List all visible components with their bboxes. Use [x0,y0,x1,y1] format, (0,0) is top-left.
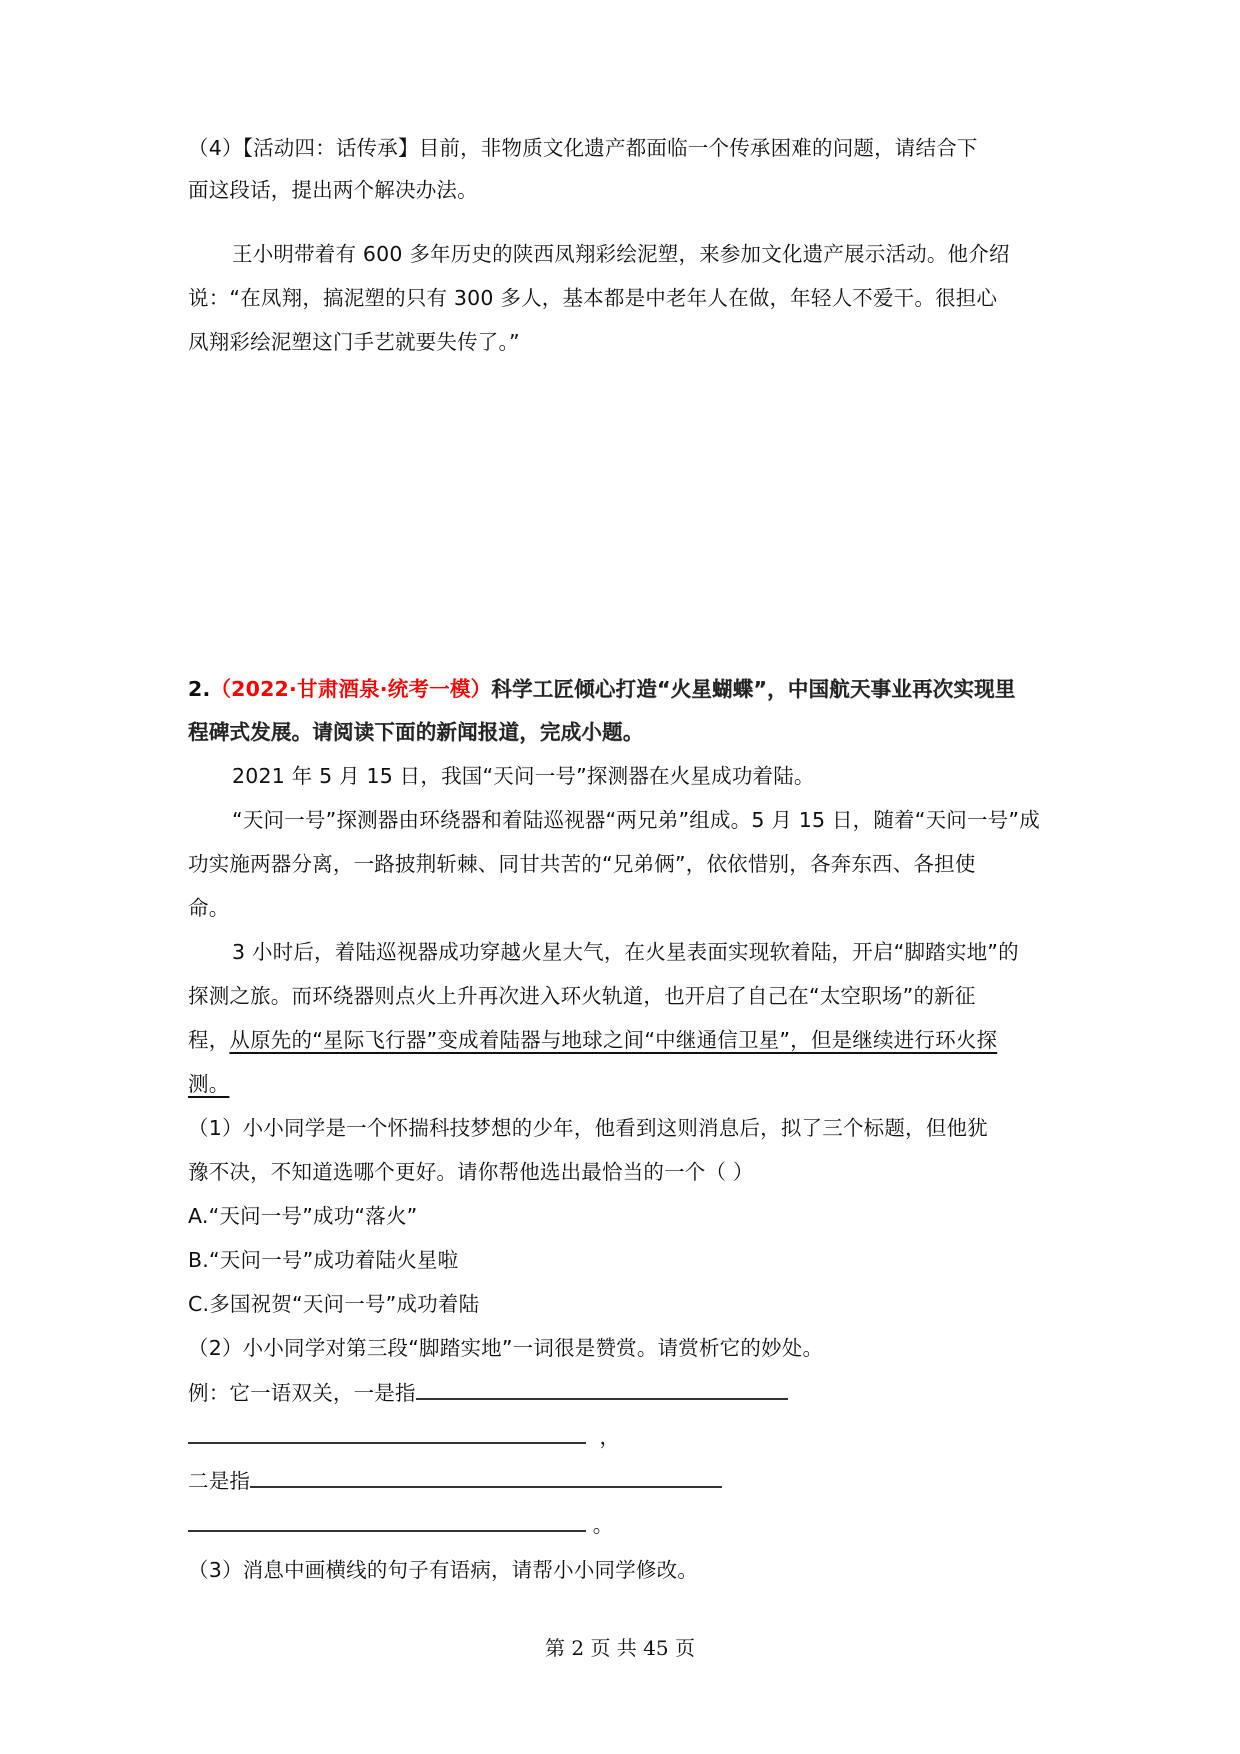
subquestion2-second-line [188,1466,722,1495]
question-number: 2. [188,677,211,701]
answer-blank-2[interactable] [188,1422,586,1444]
news-paragraph3-line3 [188,1026,997,1054]
news-plain-text: 程， [188,1028,230,1052]
activity4-prompt-line1: （4）【活动四：话传承】目前，非物质文化遗产都面临一个传承困难的问题，请结合下 [188,136,978,160]
option-b[interactable]: B.“天问一号”成功着陆火星啦 [188,1248,459,1272]
question-title-line2: 程碑式发展。请阅读下面的新闻报道，完成小题。 [188,720,644,744]
news-paragraph3-line4 [188,1070,243,1098]
comma: ， [599,1425,621,1449]
option-a[interactable]: A.“天问一号”成功“落火” [188,1204,418,1228]
subquestion1-line1: （1）小小同学是一个怀揣科技梦想的少年，他看到这则消息后，拟了三个标题，但他犹 [188,1116,988,1140]
example-prefix: 例：它一语双关，一是指 [188,1381,416,1405]
news-paragraph1: 2021 年 5 月 15 日，我国“天问一号”探测器在火星成功着陆。 [232,764,815,788]
news-paragraph2-line2: 功实施两器分离，一路披荆斩棘、同甘共苦的“兄弟俩”，依依惜别，各奔东西、各担使 [188,852,976,876]
news-paragraph2-line1: “天问一号”探测器由环绕器和着陆巡视器“两兄弟”组成。5 月 15 日，随着“天问一号”成 [232,808,1040,832]
activity4-material-line2: 说：“在凤翔，搞泥塑的只有 300 多人，基本都是中老年人在做，年轻人不爱干。很担心 [188,286,998,310]
activity4-prompt-line2: 面这段话，提出两个解决办法。 [188,178,478,202]
period: 。 [592,1513,614,1537]
question2-heading-line2 [188,718,643,746]
option-c[interactable]: C.多国祝贺“天问一号”成功着陆 [188,1292,480,1316]
second-prefix: 二是指 [188,1469,251,1493]
underlined-sentence-end: 测。 [188,1072,230,1096]
answer-blank-1[interactable] [416,1378,788,1400]
page-footer: 第 2 页 共 45 页 [545,1636,695,1660]
subquestion2-example-line [188,1378,788,1407]
activity4-material-line1: 王小明带着有 600 多年历史的陕西凤翔彩绘泥塑，来参加文化遗产展示活动。他介绍 [232,242,1010,266]
subquestion2-blank-line2 [188,1422,620,1451]
subquestion2-prompt: （2）小小同学对第三段“脚踏实地”一词很是赞赏。请赏析它的妙处。 [188,1336,824,1360]
news-paragraph3-line2: 探测之旅。而环绕器则点火上升再次进入环火轨道，也开启了自己在“太空职场”的新征 [188,984,976,1008]
news-paragraph2-line3: 命。 [188,896,230,920]
question-source: （2022·甘肃酒泉·统考一模） [210,677,492,701]
subquestion2-blank-line4 [188,1510,613,1539]
question2-heading [188,675,1015,703]
answer-blank-4[interactable] [188,1510,586,1532]
subquestion1-line2: 豫不决，不知道选哪个更好。请你帮他选出最恰当的一个（ ） [188,1160,754,1184]
answer-blank-3[interactable] [250,1466,722,1488]
activity4-material-line3: 凤翔彩绘泥塑这门手艺就要失传了。” [188,330,520,354]
news-paragraph3-line1: 3 小时后，着陆巡视器成功穿越火星大气，在火星表面实现软着陆，开启“脚踏实地”的 [232,940,1019,964]
subquestion3-prompt: （3）消息中画横线的句子有语病，请帮小小同学修改。 [188,1558,699,1582]
question-title-line1: 科学工匠倾心打造“火星蝴蝶”，中国航天事业再次实现里 [491,677,1016,701]
underlined-sentence: 从原先的“星际飞行器”变成着陆器与地球之间“中继通信卫星”，但是继续进行环火探 [229,1028,998,1052]
